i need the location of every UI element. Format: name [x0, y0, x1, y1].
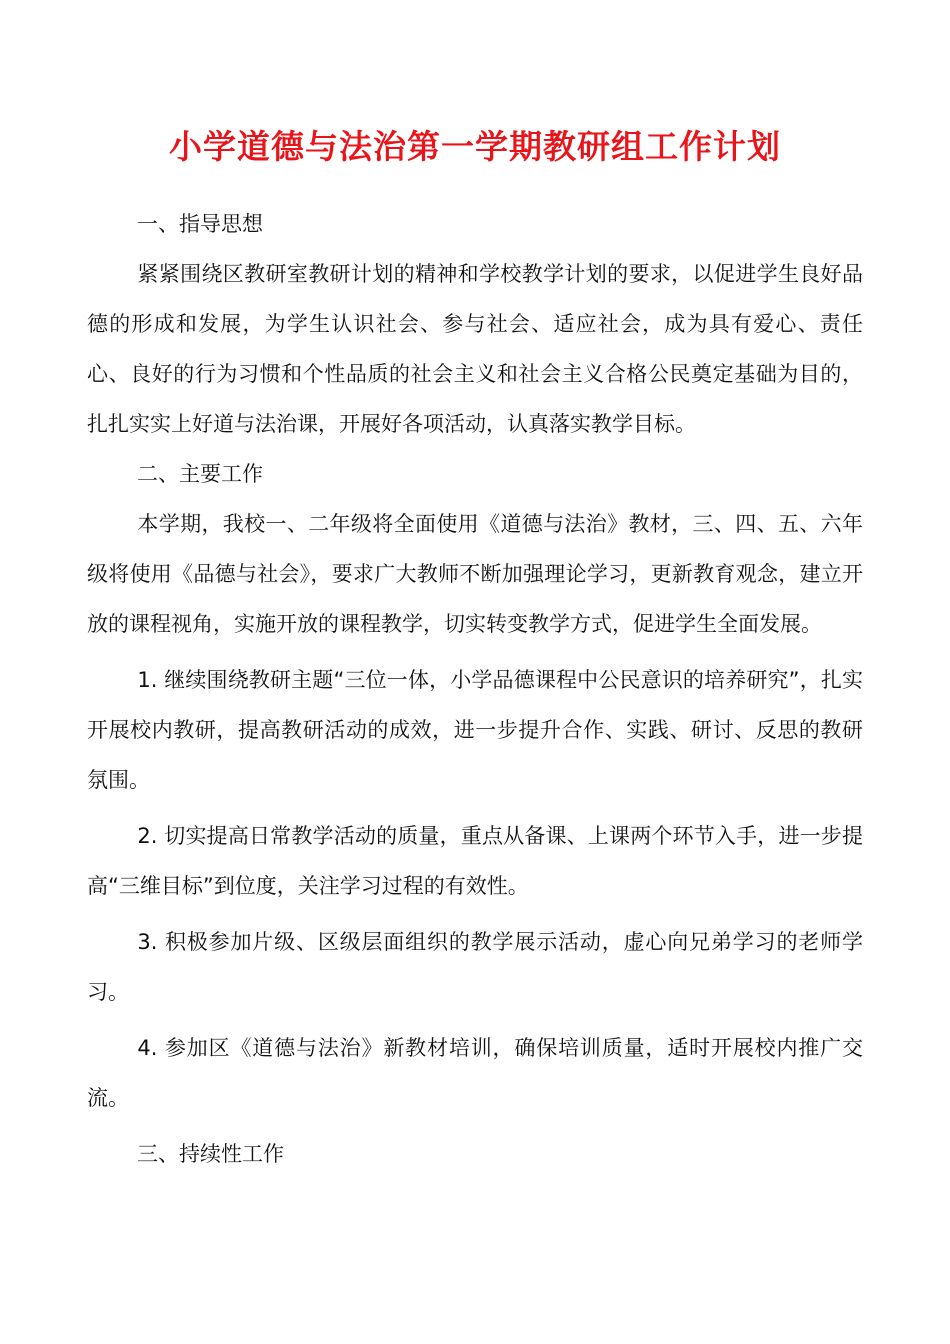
document-title: 小学道德与法治第一学期教研组工作计划 [169, 127, 781, 167]
section-heading-main-work: 二、主要工作 [137, 462, 263, 486]
document-body [87, 199, 863, 1179]
list-item-2: 2. 切实提高日常教学活动的质量，重点从备课、上课两个环节入手，进一步提高“三维目标”到位度，关注学习过程的有效性。 [87, 824, 863, 898]
list-item-1: 1. 继续围绕教研主题“三位一体，小学品德课程中公民意识的培养研究”，扎实开展校内教研，提高教研活动的成效，进一步提升合作、实践、研讨、反思的教研氛围。 [87, 668, 863, 792]
paragraph-main-work: 本学期，我校一、二年级将全面使用《道德与法治》教材，三、四、五、六年级将使用《品德与社会》，要求广大教师不断加强理论学习，更新教育观念，建立开放的课程视角，实施开放的课程教学，切实转变教学方式，促进学生全面发展。 [87, 512, 863, 636]
list-item-3: 3. 积极参加片级、区级层面组织的教学展示活动，虚心向兄弟学习的老师学习。 [87, 930, 863, 1004]
section-heading-continuing-work: 三、持续性工作 [137, 1142, 284, 1166]
paragraph-guiding-ideology: 紧紧围绕区教研室教研计划的精神和学校教学计划的要求，以促进学生良好品德的形成和发展，为学生认识社会、参与社会、适应社会，成为具有爱心、责任心、良好的行为习惯和个性品质的社会主义和社会主义合格公民奠定基础为目的，扎扎实实上好道与法治课，开展好各项活动，认真落实教学目标。 [87, 262, 863, 436]
section-heading-guiding-ideology: 一、指导思想 [137, 212, 263, 236]
list-item-4: 4. 参加区《道德与法治》新教材培训，确保培训质量，适时开展校内推广交流。 [87, 1036, 863, 1110]
